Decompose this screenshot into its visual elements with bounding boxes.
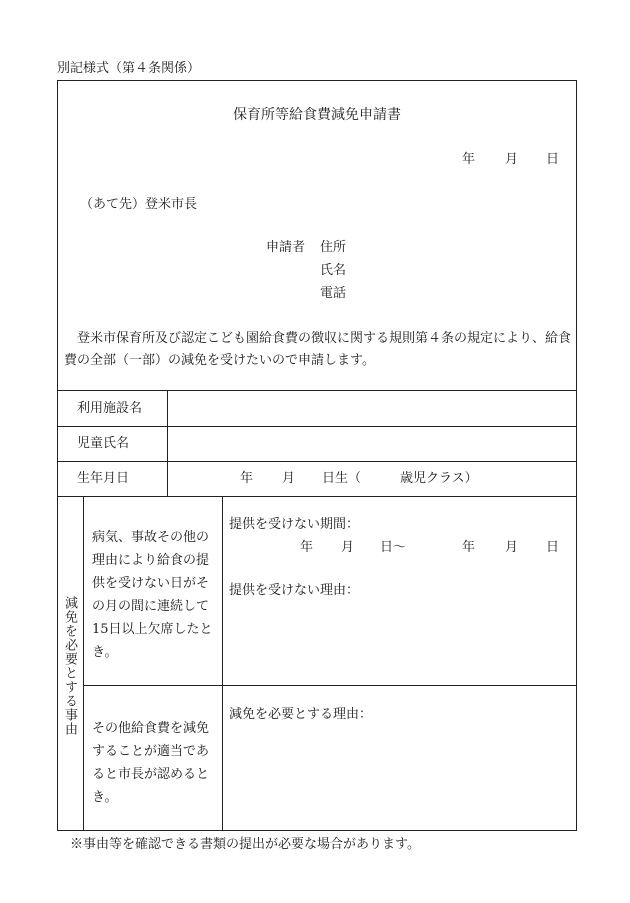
period-to-year: 年 (462, 540, 476, 555)
birth-day-label: 日生（ (322, 471, 362, 486)
row-divider (57, 496, 577, 497)
form-label: 別記様式（第４条関係） (57, 61, 201, 76)
exemption-reason-label: 減免を必要とする理由： (229, 707, 373, 722)
period-label: 提供を受けない期間： (229, 517, 360, 532)
period-from-day: 日～ (380, 540, 407, 555)
row-divider (57, 390, 577, 391)
applicant-name-label: 氏名 (320, 263, 347, 278)
child-name-label: 児童氏名 (77, 436, 130, 451)
row-divider (57, 461, 577, 462)
addressee: （あて先）登米市長 (80, 197, 198, 212)
period-from-year: 年 (300, 540, 314, 555)
column-divider (167, 390, 168, 496)
exemption-reason-vertical-label: 減免を必要とする事由 (62, 596, 77, 736)
applicant-address-label: 住所 (320, 240, 347, 255)
period-to-month: 月 (505, 540, 519, 555)
applicant-phone-label: 電話 (320, 286, 347, 301)
birth-year-label: 年 (240, 471, 254, 486)
age-class-label: 歳児クラス） (400, 471, 478, 486)
date-day-label: 日 (546, 152, 560, 167)
case1-description: 病気、事故その他の 理由により給食の提 供を受けない日がそ の月の間に連続して 15日以上欠席したと き。 (92, 530, 213, 660)
birthdate-label: 生年月日 (77, 471, 130, 486)
period-to-day: 日 (546, 540, 560, 555)
footnote: ※事由等を確認できる書類の提出が必要な場合があります。 (70, 837, 420, 852)
applicant-label: 申請者 (266, 240, 306, 255)
birth-month-label: 月 (282, 471, 296, 486)
case2-description: その他給食費を減免 することが適当であ ると市長が認めると き。 (92, 721, 210, 805)
period-from-month: 月 (341, 540, 355, 555)
date-year-label: 年 (462, 152, 476, 167)
date-month-label: 月 (505, 152, 519, 167)
column-divider (83, 496, 84, 831)
facility-label: 利用施設名 (77, 401, 143, 416)
application-statement: 登米市保育所及び認定こども園給食費の徴収に関する規則第４条の規定により、給食費の全部（一部）の減免を受けたいので申請します。 (64, 331, 572, 368)
column-divider (222, 496, 223, 831)
form-title: 保育所等給食費減免申請書 (233, 107, 401, 123)
row-divider (57, 426, 577, 427)
no-service-reason-label: 提供を受けない理由： (229, 583, 360, 598)
row-divider (83, 685, 577, 686)
